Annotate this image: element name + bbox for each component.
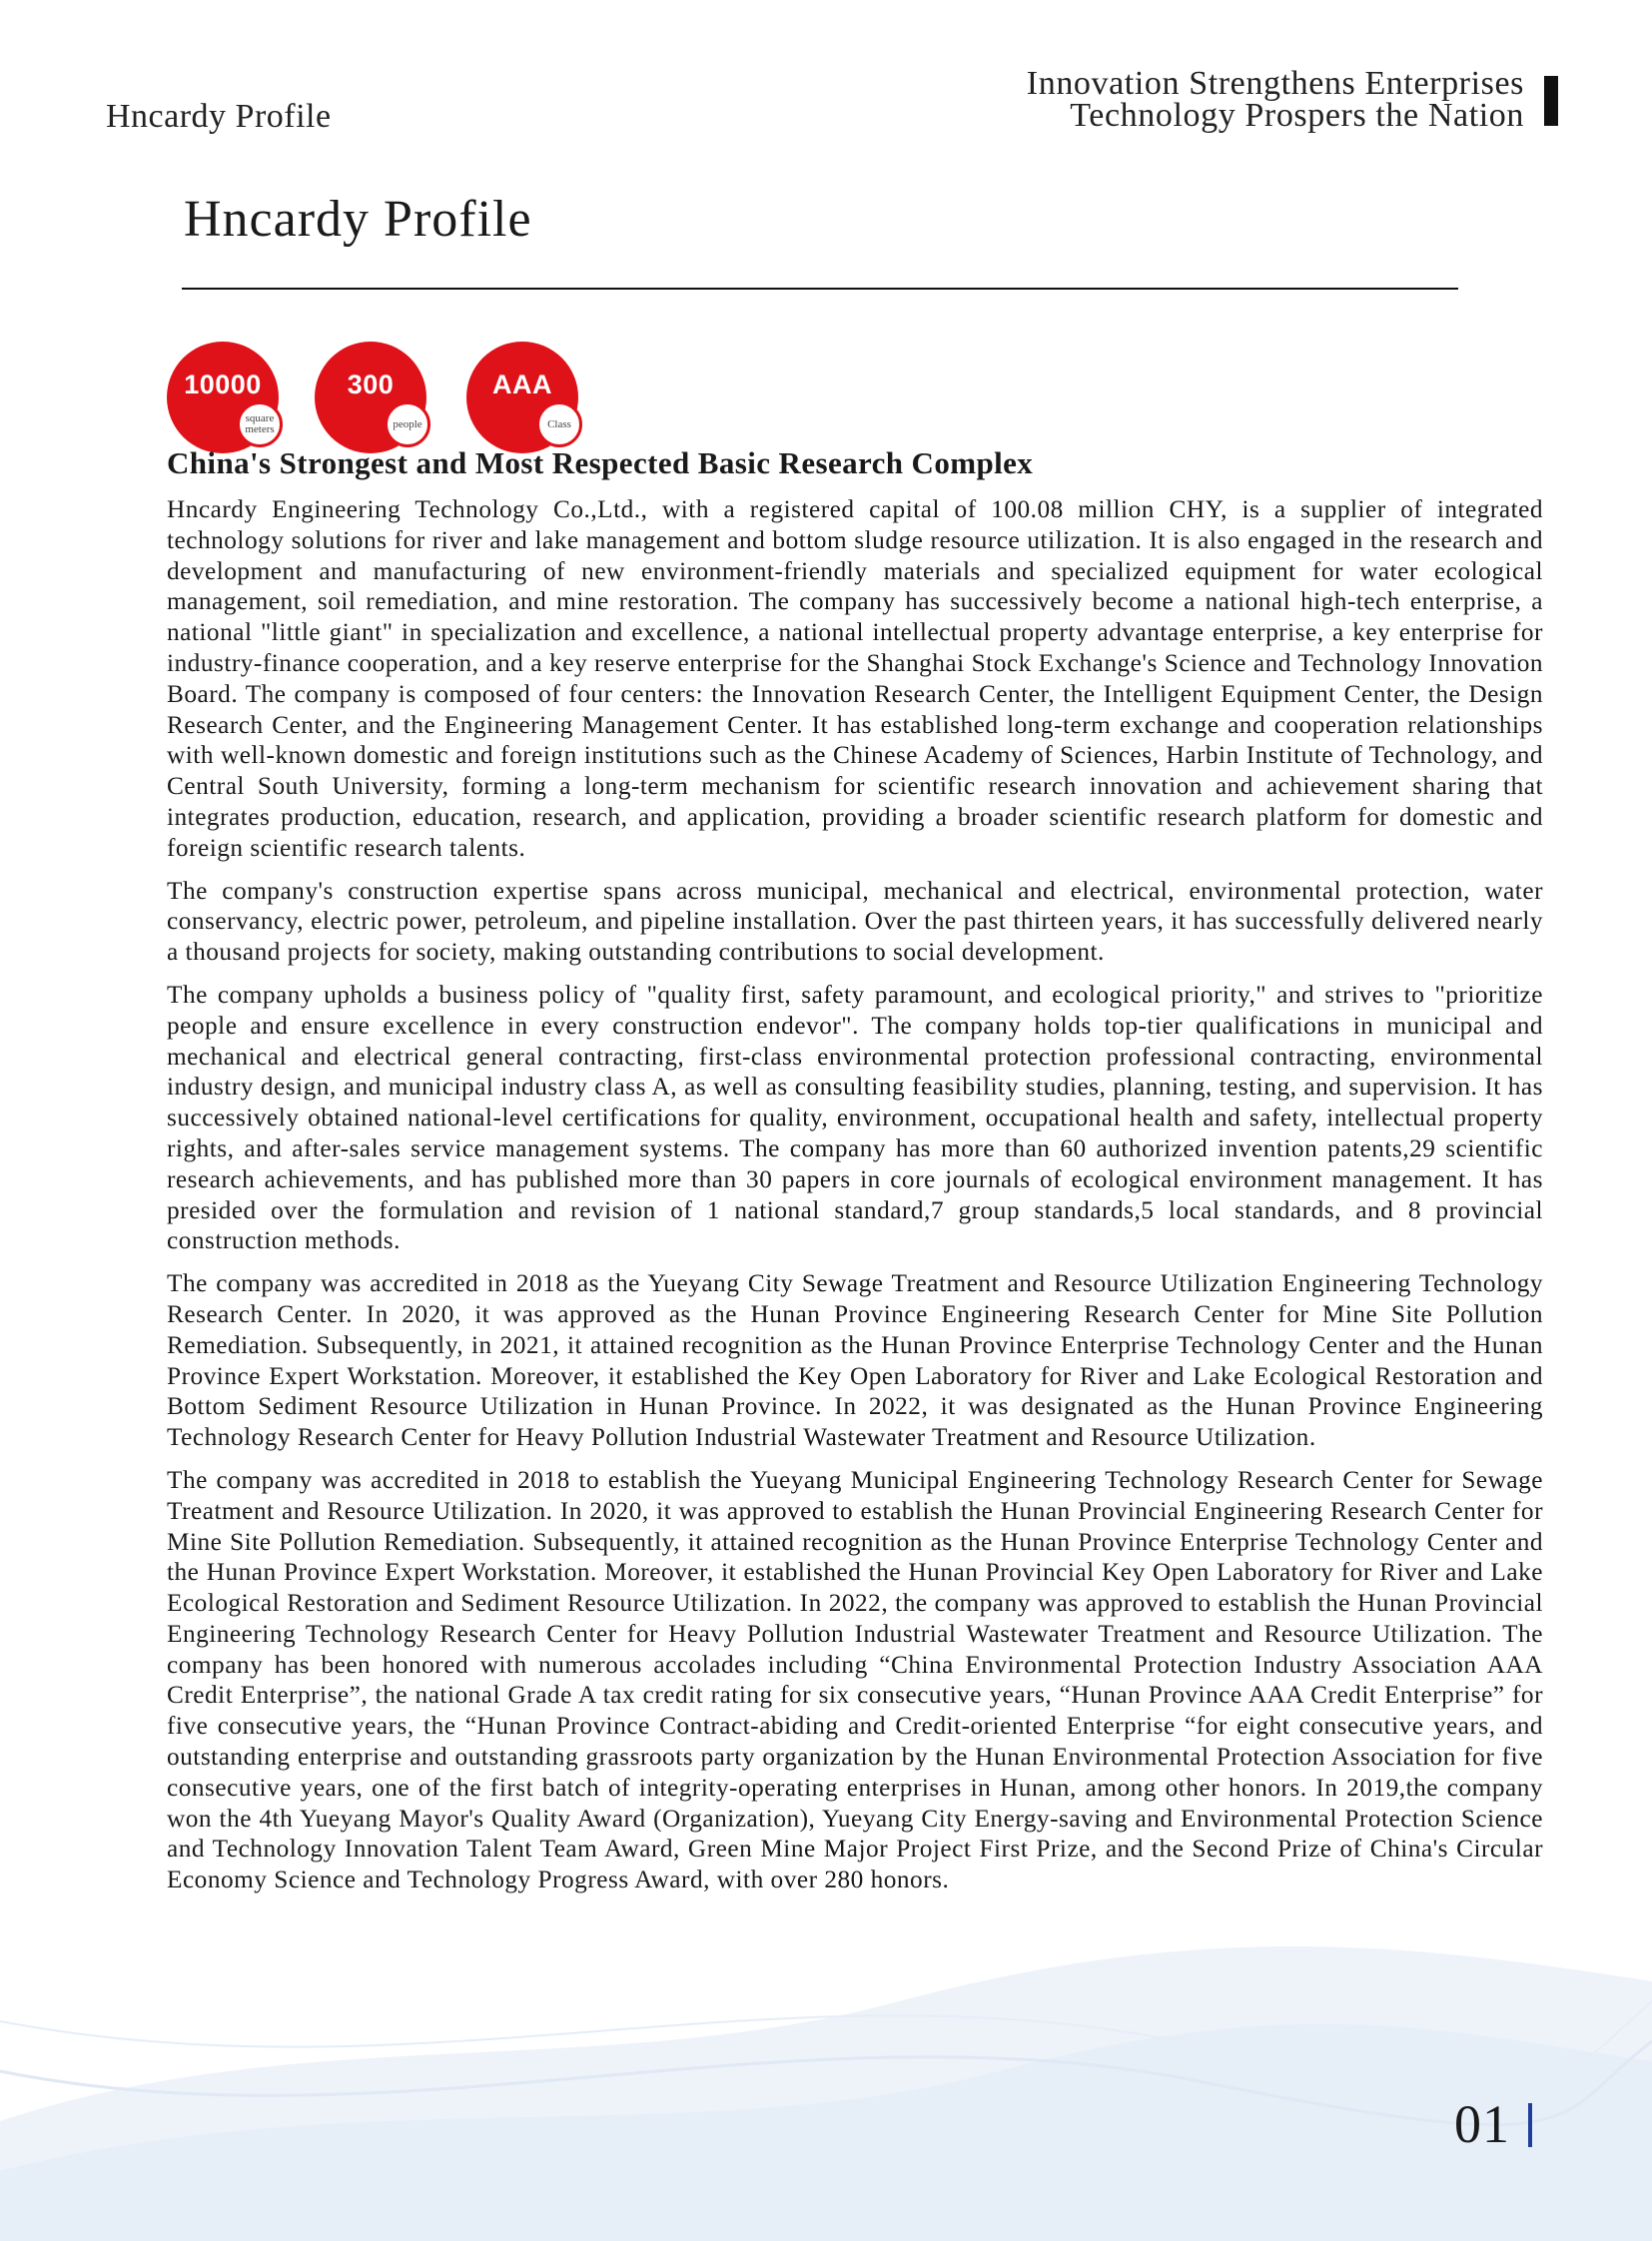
- badge-unit: [536, 401, 582, 447]
- badge-unit-line2: meters: [245, 423, 275, 435]
- section-subheading: China's Strongest and Most Respected Basic Research Complex: [167, 445, 1034, 480]
- paragraph: The company was accredited in 2018 to establish the Yueyang Municipal Engineering Technology Research Center for Sewage Treatment and Resource Utilization. In 2020, it was approved to establish the Hunan Provincial Engineering Research Center for Mine Site Pollution Remediation. Subsequently, it attained recognition as the Hunan Province Enterprise Technology Center and the Hunan Province Expert Workstation. Moreover, it established the Hunan Provincial Key Open Laboratory for River and Lake Ecological Restoration and Sediment Resource Utilization. In 2022, the company was approved to establish the Hunan Provincial Engineering Technology Research Center for Heavy Pollution Industrial Wastewater Treatment and Resource Utilization. The company has been honored with numerous accolades including “China Environmental Protection Industry Association AAA Credit Enterprise”, the national Grade A tax credit rating for six consecutive years, “Hunan Province AAA Credit Enterprise” for five consecutive years, the “Hunan Province Contract-abiding and Credit-oriented Enterprise “for eight consecutive years, and outstanding enterprise and outstanding grassroots party organization by the Hunan Environmental Protection Association for five consecutive years, one of the first batch of integrity-operating enterprises in Hunan, among other honors. In 2019,the company won the 4th Yueyang Mayor's Quality Award (Organization), Yueyang City Energy-saving and Environmental Protection Science and Technology Innovation Talent Team Award, Green Mine Major Project First Prize, and the Second Prize of China's Circular Economy Science and Technology Progress Award, with over 280 honors.: [167, 1465, 1543, 1894]
- badge-unit: [385, 401, 430, 447]
- page-title: Hncardy Profile: [184, 191, 532, 248]
- paragraph: The company upholds a business policy of "quality first, safety paramount, and ecological priority," and strives to "prioritize people and ensure excellence in every construction endevor". The company holds top-tier qualifications in municipal and mechanical and electrical general contracting, first-class environmental protection professional contracting, environmental industry design, and municipal industry class A, as well as consulting feasibility studies, planning, testing, and supervision. It has successively obtained national-level certifications for quality, environment, occupational health and safety, intellectual property rights, and after-sales service management systems. The company has more than 60 authorized invention patents,29 scientific research achievements, and has published more than 30 papers in core journals of ecological environment management. It has presided over the formulation and revision of 1 national standard,7 group standards,5 local standards, and 8 provincial construction methods.: [167, 980, 1543, 1255]
- stat-badges: [167, 342, 606, 445]
- body-text: [167, 494, 1543, 1907]
- badge-value: 300: [347, 370, 395, 399]
- badge-unit: [237, 401, 283, 447]
- page-number: 01: [1454, 2094, 1510, 2154]
- paragraph: The company was accredited in 2018 as the Yueyang City Sewage Treatment and Resource Utilization Engineering Technology Research Center. In 2020, it was approved as the Hunan Province Engineering Research Center for Mine Site Pollution Remediation. Subsequently, in 2021, it attained recognition as the Hunan Province Enterprise Technology Center and the Hunan Province Expert Workstation. Moreover, it established the Key Open Laboratory for River and Lake Ecological Restoration and Bottom Sediment Resource Utilization in Hunan Province. In 2022, it was designated as the Hunan Province Engineering Technology Research Center for Heavy Pollution Industrial Wastewater Treatment and Resource Utilization.: [167, 1269, 1543, 1452]
- badge-class: [466, 342, 586, 461]
- paragraph: Hncardy Engineering Technology Co.,Ltd., with a registered capital of 100.08 million CHY, is a supplier of integrated technology solutions for river and lake management and bottom sludge resource utilization. It is also engaged in the research and development and manufacturing of new environment-friendly materials and specialized equipment for water ecological management, soil remediation, and mine restoration. The company has successively become a national high-tech enterprise, a national "little giant" in specialization and excellence, a national intellectual property advantage enterprise, a key enterprise for industry-finance cooperation, and a key reserve enterprise for the Shanghai Stock Exchange's Science and Technology Innovation Board. The company is composed of four centers: the Innovation Research Center, the Intelligent Equipment Center, the Design Research Center, and the Engineering Management Center. It has established long-term exchange and cooperation relationships with well-known domestic and foreign institutions such as the Chinese Academy of Sciences, Harbin Institute of Technology, and Central South University, forming a long-term mechanism for scientific research innovation and achievement sharing that integrates production, education, research, and application, providing a broader scientific research platform for domestic and foreign scientific research talents.: [167, 495, 1543, 862]
- badge-value: 10000: [184, 370, 262, 399]
- page-number-accent-bar: [1528, 2103, 1532, 2147]
- title-divider: [182, 288, 1458, 290]
- badge-area: [167, 342, 287, 461]
- header-slogan-line1: Innovation Strengthens Enterprises: [1026, 65, 1524, 102]
- paragraph: The company's construction expertise spans across municipal, mechanical and electrical, environmental protection, water conservancy, electric power, petroleum, and pipeline installation. Over the past thirteen years, it has successfully delivered nearly a thousand projects for society, making outstanding contributions to social development.: [167, 876, 1543, 967]
- badge-unit-line1: square: [245, 412, 275, 424]
- header-slogan-line2: Technology Prospers the Nation: [1070, 97, 1524, 134]
- badge-unit-line1: people: [393, 417, 422, 430]
- badge-people: [315, 342, 434, 461]
- badge-value: AAA: [492, 370, 552, 399]
- badge-unit-line1: Class: [547, 417, 571, 430]
- header-slogan: [1026, 65, 1524, 134]
- header-accent-bar: [1544, 76, 1558, 126]
- header-left-label: Hncardy Profile: [106, 98, 332, 135]
